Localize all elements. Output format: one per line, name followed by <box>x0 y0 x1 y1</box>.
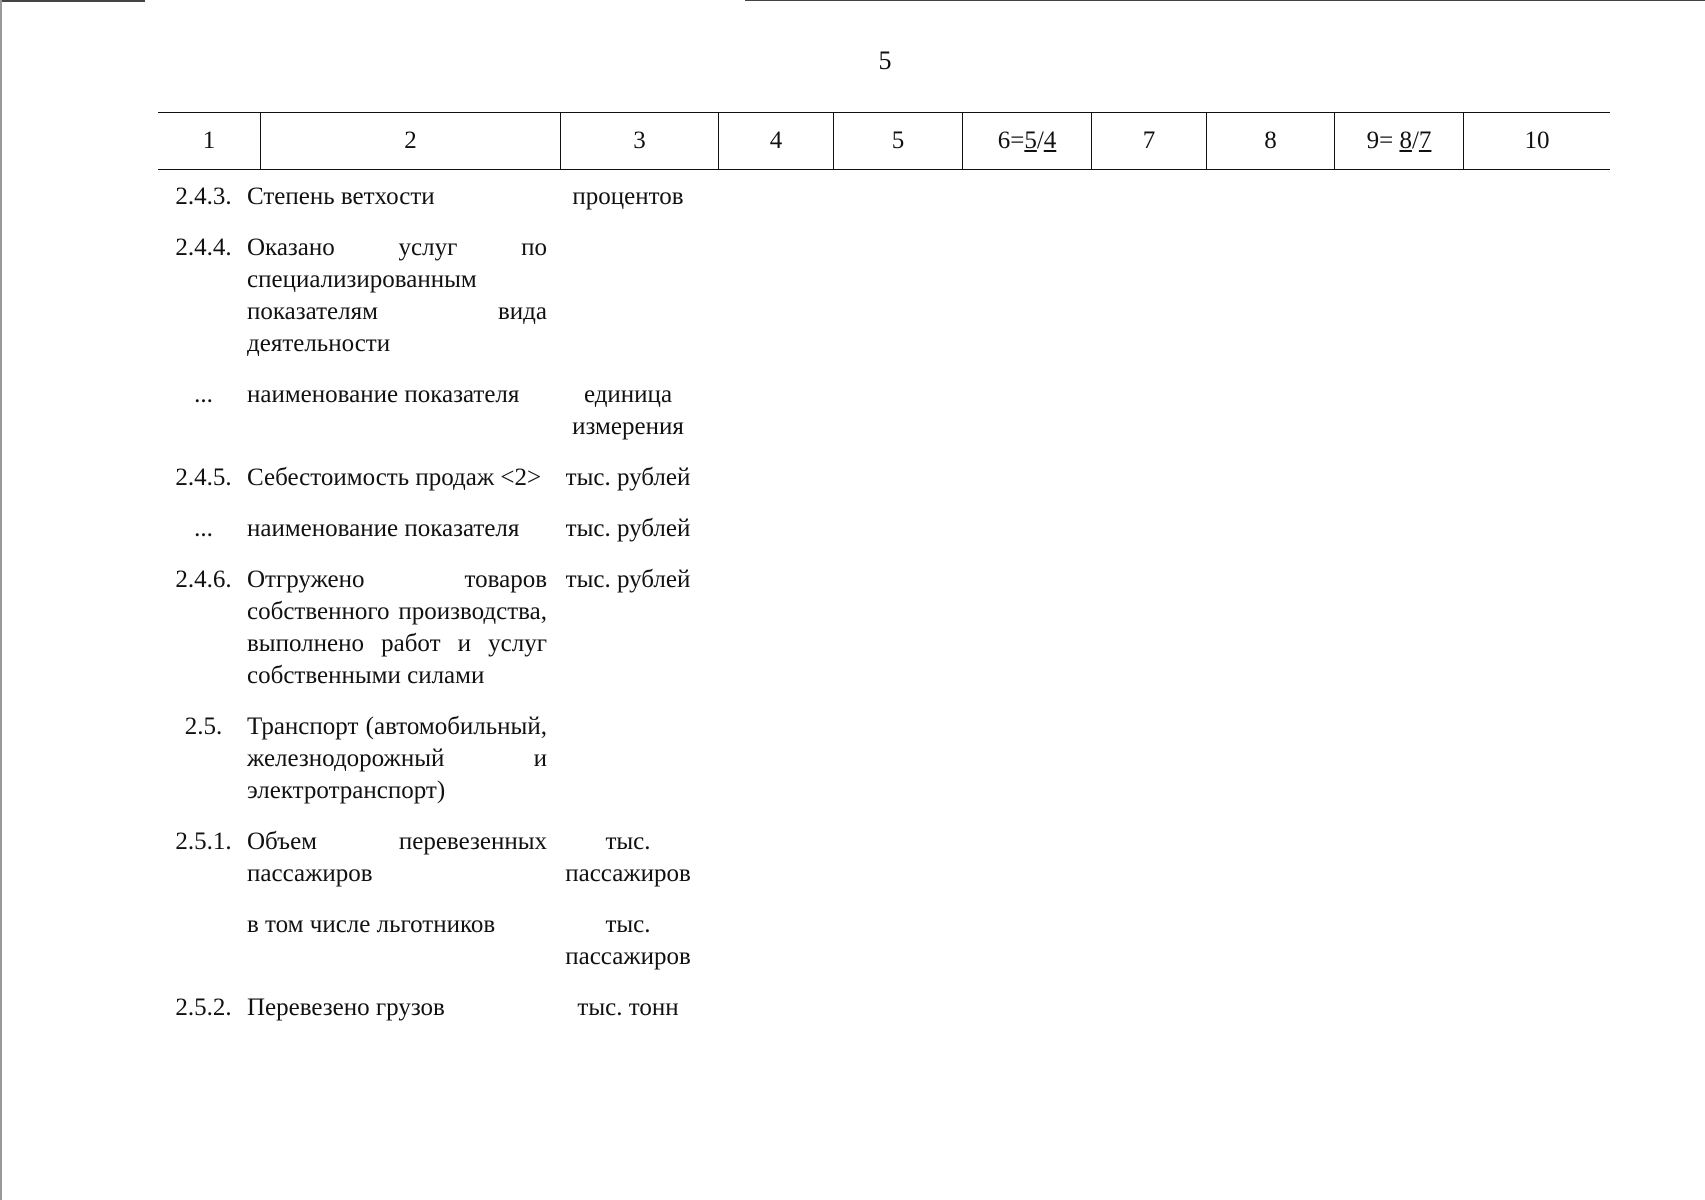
indicator-row <box>160 909 720 973</box>
row-label: наименование показателя <box>247 515 520 542</box>
header-col-1: 1 <box>202 127 216 154</box>
header-col-2: 2 <box>260 113 560 169</box>
scan-edge-top-left <box>0 0 145 2</box>
row-unit <box>549 711 707 807</box>
row-unit: процентов <box>572 183 684 210</box>
row-number: 2.4.6. <box>175 566 232 593</box>
indicator-row <box>160 992 720 1024</box>
row-label: Отгружено товаров собственного производства, выполнено работ и услуг собственными силами <box>247 566 547 689</box>
header-col-9-numerator: 8 <box>1399 127 1412 154</box>
row-number: 2.4.5. <box>175 464 232 491</box>
scan-edge-top-right <box>745 0 1705 1</box>
indicator-row <box>160 462 720 494</box>
row-number <box>160 909 247 973</box>
row-unit: единица измерения <box>572 381 684 440</box>
indicator-list <box>160 181 720 1043</box>
row-number: 2.5. <box>184 713 223 740</box>
header-col-6 <box>962 113 1091 169</box>
row-unit: тыс. пассажиров <box>565 911 691 970</box>
header-col-6-separator: / <box>1036 127 1044 154</box>
header-col-7: 7 <box>1091 113 1206 169</box>
indicator-row <box>160 232 720 360</box>
header-col-5: 5 <box>833 113 962 169</box>
row-number: 2.5.1. <box>175 828 232 855</box>
header-col-9-prefix: 9= <box>1366 127 1400 154</box>
indicator-row <box>160 513 720 545</box>
row-label: наименование показателя <box>247 381 520 408</box>
page-number: 5 <box>878 46 892 75</box>
indicator-row <box>160 564 720 692</box>
indicator-row <box>160 379 720 443</box>
row-unit: тыс. рублей <box>565 464 691 491</box>
header-col-9-separator: / <box>1411 127 1419 154</box>
header-col-6-numerator: 5 <box>1024 127 1037 154</box>
row-label: Транспорт (автомобильный, железнодорожный и электротранспорт) <box>247 713 547 804</box>
row-number: 2.4.4. <box>175 234 232 261</box>
header-col-9 <box>1334 113 1463 169</box>
header-col-10: 10 <box>1463 113 1610 169</box>
header-col-3: 3 <box>560 113 718 169</box>
row-label: Перевезено грузов <box>247 994 445 1021</box>
row-label: в том числе льготников <box>247 911 496 938</box>
column-number-header <box>158 112 1610 170</box>
row-label: Объем перевезенных пассажиров <box>247 828 547 887</box>
row-label: Оказано услуг по специализированным показателям вида деятельности <box>247 234 547 357</box>
row-unit: тыс. пассажиров <box>565 828 691 887</box>
header-col-4: 4 <box>718 113 833 169</box>
indicator-row <box>160 181 720 213</box>
header-col-6-denominator: 4 <box>1043 127 1057 154</box>
row-number: ... <box>194 381 213 408</box>
row-unit: тыс. рублей <box>565 515 691 542</box>
row-unit <box>549 232 707 360</box>
row-number: ... <box>194 515 213 542</box>
indicator-row <box>160 826 720 890</box>
row-label: Себестоимость продаж <2> <box>247 464 542 491</box>
header-col-8: 8 <box>1206 113 1334 169</box>
row-number: 2.4.3. <box>175 183 232 210</box>
row-number: 2.5.2. <box>175 994 232 1021</box>
row-label: Степень ветхости <box>247 183 435 210</box>
header-col-6-prefix: 6= <box>997 127 1025 154</box>
row-unit: тыс. рублей <box>565 566 691 593</box>
scan-edge-left <box>0 0 2 1200</box>
indicator-row <box>160 711 720 807</box>
header-col-9-denominator: 7 <box>1418 127 1432 154</box>
row-unit: тыс. тонн <box>577 994 679 1021</box>
